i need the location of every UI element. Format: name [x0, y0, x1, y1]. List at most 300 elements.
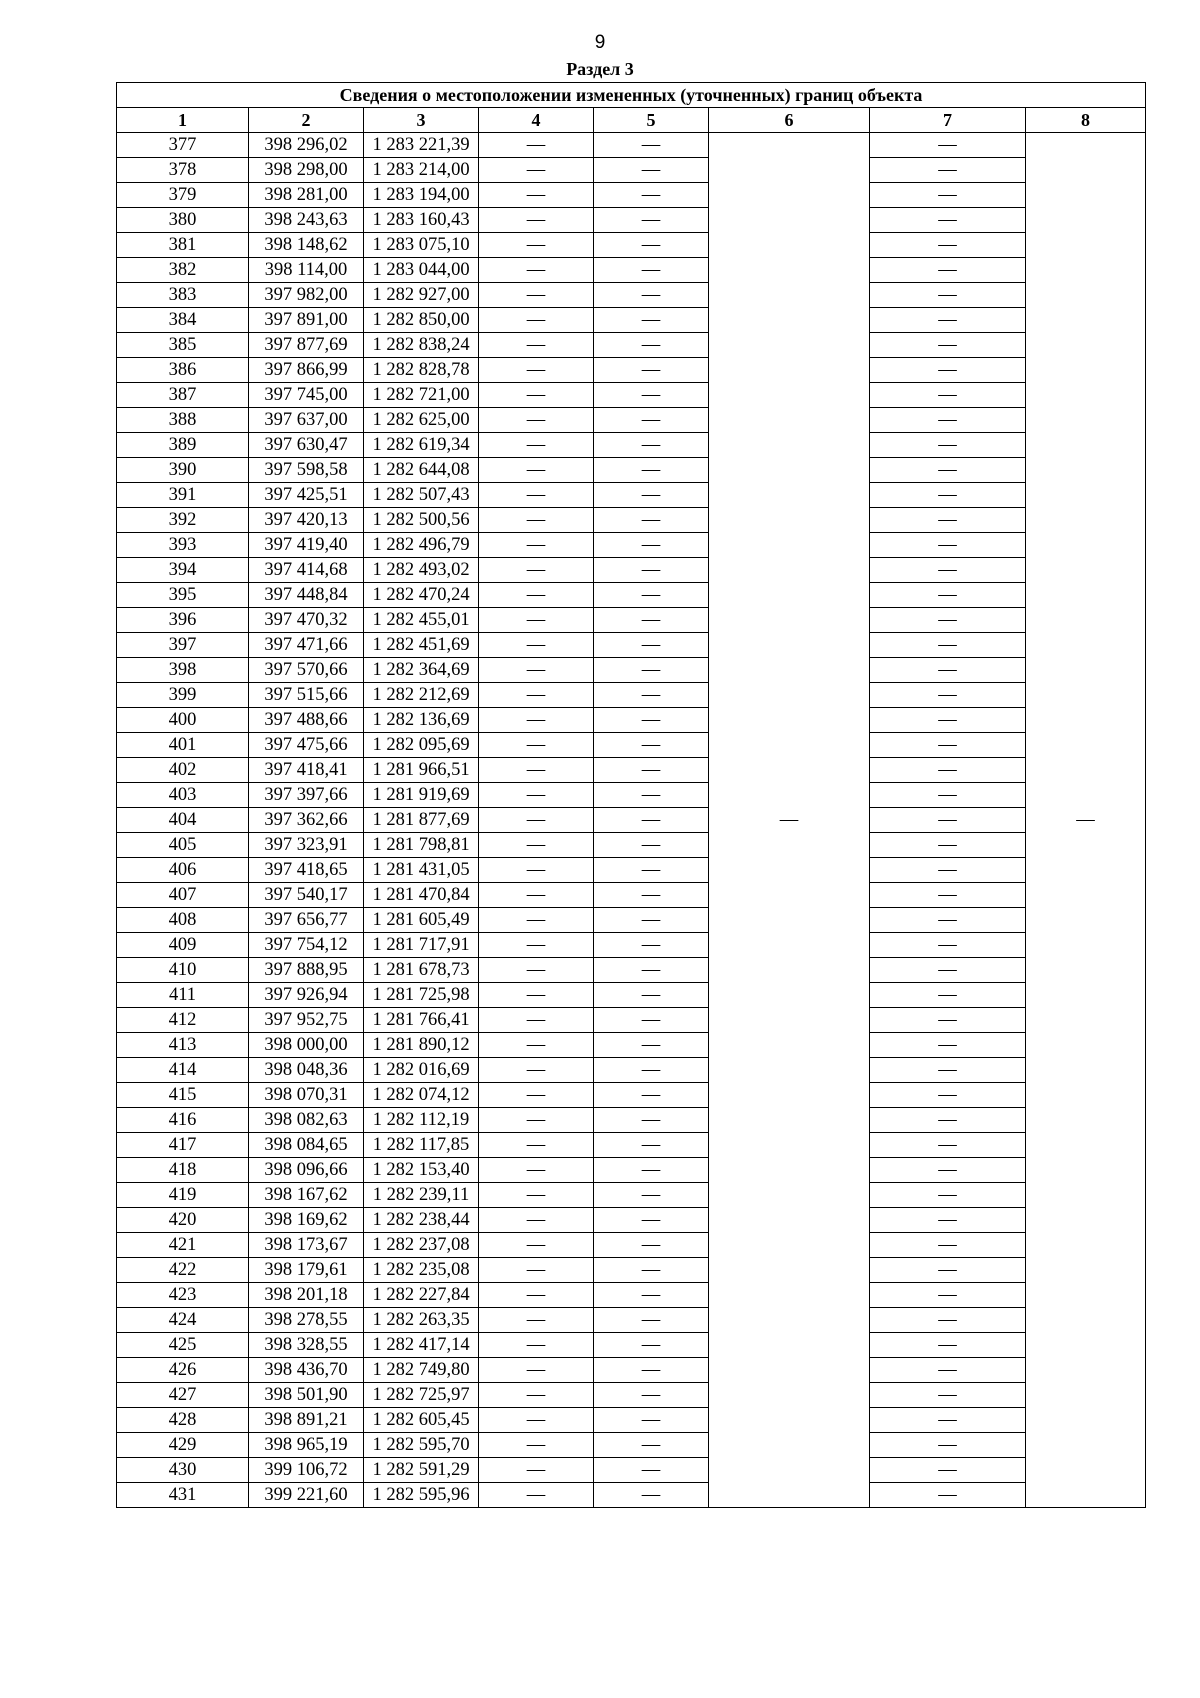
- y-coordinate-cell: 1 282 496,79: [364, 533, 479, 558]
- x-coordinate-cell: 398 296,02: [249, 133, 364, 158]
- column-7-cell: —: [870, 1408, 1026, 1433]
- y-coordinate-cell: 1 283 075,10: [364, 233, 479, 258]
- point-number-cell: 423: [117, 1283, 249, 1308]
- column-6-merged-cell: —: [709, 133, 870, 1508]
- y-coordinate-cell: 1 282 117,85: [364, 1133, 479, 1158]
- column-5-cell: —: [594, 608, 709, 633]
- column-5-cell: —: [594, 733, 709, 758]
- table-row: [117, 183, 1146, 208]
- x-coordinate-cell: 398 082,63: [249, 1108, 364, 1133]
- point-number-cell: 388: [117, 408, 249, 433]
- x-coordinate-cell: 397 982,00: [249, 283, 364, 308]
- column-header: 7: [870, 108, 1026, 133]
- x-coordinate-cell: 399 106,72: [249, 1458, 364, 1483]
- column-5-cell: —: [594, 258, 709, 283]
- column-5-cell: —: [594, 1158, 709, 1183]
- table-row: [117, 1033, 1146, 1058]
- column-7-cell: —: [870, 1458, 1026, 1483]
- y-coordinate-cell: 1 282 619,34: [364, 433, 479, 458]
- y-coordinate-cell: 1 282 095,69: [364, 733, 479, 758]
- column-4-cell: —: [479, 608, 594, 633]
- point-number-cell: 424: [117, 1308, 249, 1333]
- x-coordinate-cell: 398 084,65: [249, 1133, 364, 1158]
- column-5-cell: —: [594, 983, 709, 1008]
- table-row: [117, 1483, 1146, 1508]
- y-coordinate-cell: 1 282 644,08: [364, 458, 479, 483]
- y-coordinate-cell: 1 282 591,29: [364, 1458, 479, 1483]
- column-header: 3: [364, 108, 479, 133]
- column-4-cell: —: [479, 808, 594, 833]
- column-header: 6: [709, 108, 870, 133]
- x-coordinate-cell: 397 754,12: [249, 933, 364, 958]
- x-coordinate-cell: 397 414,68: [249, 558, 364, 583]
- table-row: [117, 1083, 1146, 1108]
- point-number-cell: 382: [117, 258, 249, 283]
- x-coordinate-cell: 397 425,51: [249, 483, 364, 508]
- y-coordinate-cell: 1 283 160,43: [364, 208, 479, 233]
- x-coordinate-cell: 398 281,00: [249, 183, 364, 208]
- y-coordinate-cell: 1 282 364,69: [364, 658, 479, 683]
- point-number-cell: 421: [117, 1233, 249, 1258]
- x-coordinate-cell: 397 471,66: [249, 633, 364, 658]
- point-number-cell: 404: [117, 808, 249, 833]
- column-7-cell: —: [870, 1183, 1026, 1208]
- table-row: [117, 658, 1146, 683]
- point-number-cell: 409: [117, 933, 249, 958]
- column-7-cell: —: [870, 1233, 1026, 1258]
- x-coordinate-cell: 398 436,70: [249, 1358, 364, 1383]
- point-number-cell: 417: [117, 1133, 249, 1158]
- column-4-cell: —: [479, 458, 594, 483]
- column-7-cell: —: [870, 258, 1026, 283]
- y-coordinate-cell: 1 282 838,24: [364, 333, 479, 358]
- column-7-cell: —: [870, 1008, 1026, 1033]
- column-5-cell: —: [594, 1283, 709, 1308]
- column-7-cell: —: [870, 1433, 1026, 1458]
- y-coordinate-cell: 1 282 725,97: [364, 1383, 479, 1408]
- column-4-cell: —: [479, 1208, 594, 1233]
- column-4-cell: —: [479, 433, 594, 458]
- point-number-cell: 387: [117, 383, 249, 408]
- column-4-cell: —: [479, 333, 594, 358]
- table-row: [117, 1208, 1146, 1233]
- y-coordinate-cell: 1 281 877,69: [364, 808, 479, 833]
- column-7-cell: —: [870, 558, 1026, 583]
- point-number-cell: 393: [117, 533, 249, 558]
- column-5-cell: —: [594, 933, 709, 958]
- point-number-cell: 386: [117, 358, 249, 383]
- column-4-cell: —: [479, 1233, 594, 1258]
- x-coordinate-cell: 397 570,66: [249, 658, 364, 683]
- x-coordinate-cell: 397 418,41: [249, 758, 364, 783]
- y-coordinate-cell: 1 282 237,08: [364, 1233, 479, 1258]
- point-number-cell: 384: [117, 308, 249, 333]
- x-coordinate-cell: 398 891,21: [249, 1408, 364, 1433]
- y-coordinate-cell: 1 282 239,11: [364, 1183, 479, 1208]
- column-5-cell: —: [594, 1083, 709, 1108]
- table-row: [117, 383, 1146, 408]
- column-5-cell: —: [594, 1233, 709, 1258]
- column-7-cell: —: [870, 358, 1026, 383]
- column-4-cell: —: [479, 308, 594, 333]
- table-row: [117, 983, 1146, 1008]
- y-coordinate-cell: 1 282 451,69: [364, 633, 479, 658]
- column-4-cell: —: [479, 283, 594, 308]
- point-number-cell: 396: [117, 608, 249, 633]
- column-5-cell: —: [594, 1008, 709, 1033]
- table-row: [117, 1058, 1146, 1083]
- point-number-cell: 378: [117, 158, 249, 183]
- column-4-cell: —: [479, 933, 594, 958]
- x-coordinate-cell: 397 470,32: [249, 608, 364, 633]
- x-coordinate-cell: 397 418,65: [249, 858, 364, 883]
- column-5-cell: —: [594, 508, 709, 533]
- column-5-cell: —: [594, 1058, 709, 1083]
- column-7-cell: —: [870, 883, 1026, 908]
- y-coordinate-cell: 1 282 227,84: [364, 1283, 479, 1308]
- column-5-cell: —: [594, 833, 709, 858]
- x-coordinate-cell: 397 420,13: [249, 508, 364, 533]
- table-row: [117, 258, 1146, 283]
- y-coordinate-cell: 1 282 721,00: [364, 383, 479, 408]
- y-coordinate-cell: 1 283 221,39: [364, 133, 479, 158]
- y-coordinate-cell: 1 281 766,41: [364, 1008, 479, 1033]
- table-row: [117, 1458, 1146, 1483]
- point-number-cell: 391: [117, 483, 249, 508]
- column-7-cell: —: [870, 208, 1026, 233]
- table-row: [117, 283, 1146, 308]
- point-number-cell: 403: [117, 783, 249, 808]
- column-4-cell: —: [479, 1483, 594, 1508]
- y-coordinate-cell: 1 282 625,00: [364, 408, 479, 433]
- column-7-cell: —: [870, 783, 1026, 808]
- column-7-cell: —: [870, 833, 1026, 858]
- table-row: [117, 808, 1146, 833]
- column-7-cell: —: [870, 433, 1026, 458]
- x-coordinate-cell: 397 866,99: [249, 358, 364, 383]
- y-coordinate-cell: 1 282 850,00: [364, 308, 479, 333]
- column-5-cell: —: [594, 1208, 709, 1233]
- point-number-cell: 428: [117, 1408, 249, 1433]
- y-coordinate-cell: 1 281 890,12: [364, 1033, 479, 1058]
- x-coordinate-cell: 397 419,40: [249, 533, 364, 558]
- table-row: [117, 483, 1146, 508]
- table-row: [117, 1233, 1146, 1258]
- y-coordinate-cell: 1 282 595,70: [364, 1433, 479, 1458]
- point-number-cell: 413: [117, 1033, 249, 1058]
- column-5-cell: —: [594, 433, 709, 458]
- column-7-cell: —: [870, 1033, 1026, 1058]
- x-coordinate-cell: 397 515,66: [249, 683, 364, 708]
- column-7-cell: —: [870, 483, 1026, 508]
- column-5-cell: —: [594, 1108, 709, 1133]
- table-row: [117, 1283, 1146, 1308]
- y-coordinate-cell: 1 282 235,08: [364, 1258, 479, 1283]
- table-row: [117, 733, 1146, 758]
- point-number-cell: 406: [117, 858, 249, 883]
- table-row: [117, 1158, 1146, 1183]
- column-4-cell: —: [479, 1283, 594, 1308]
- column-4-cell: —: [479, 1258, 594, 1283]
- x-coordinate-cell: 398 278,55: [249, 1308, 364, 1333]
- column-5-cell: —: [594, 908, 709, 933]
- table-row: [117, 608, 1146, 633]
- table-row: [117, 358, 1146, 383]
- y-coordinate-cell: 1 283 194,00: [364, 183, 479, 208]
- column-header: 5: [594, 108, 709, 133]
- y-coordinate-cell: 1 282 595,96: [364, 1483, 479, 1508]
- x-coordinate-cell: 397 362,66: [249, 808, 364, 833]
- column-4-cell: —: [479, 983, 594, 1008]
- column-7-cell: —: [870, 733, 1026, 758]
- point-number-cell: 395: [117, 583, 249, 608]
- y-coordinate-cell: 1 282 136,69: [364, 708, 479, 733]
- point-number-cell: 414: [117, 1058, 249, 1083]
- column-4-cell: —: [479, 958, 594, 983]
- y-coordinate-cell: 1 282 507,43: [364, 483, 479, 508]
- table-row: [117, 1133, 1146, 1158]
- x-coordinate-cell: 397 475,66: [249, 733, 364, 758]
- column-7-cell: —: [870, 1208, 1026, 1233]
- y-coordinate-cell: 1 281 605,49: [364, 908, 479, 933]
- y-coordinate-cell: 1 282 828,78: [364, 358, 479, 383]
- column-5-cell: —: [594, 883, 709, 908]
- column-4-cell: —: [479, 733, 594, 758]
- y-coordinate-cell: 1 281 919,69: [364, 783, 479, 808]
- point-number-cell: 418: [117, 1158, 249, 1183]
- column-5-cell: —: [594, 458, 709, 483]
- coordinates-table: [116, 82, 1146, 1508]
- point-number-cell: 419: [117, 1183, 249, 1208]
- column-4-cell: —: [479, 1358, 594, 1383]
- point-number-cell: 402: [117, 758, 249, 783]
- column-5-cell: —: [594, 808, 709, 833]
- x-coordinate-cell: 398 298,00: [249, 158, 364, 183]
- point-number-cell: 400: [117, 708, 249, 733]
- point-number-cell: 429: [117, 1433, 249, 1458]
- column-5-cell: —: [594, 1133, 709, 1158]
- column-header: 2: [249, 108, 364, 133]
- x-coordinate-cell: 398 048,36: [249, 1058, 364, 1083]
- x-coordinate-cell: 398 096,66: [249, 1158, 364, 1183]
- column-4-cell: —: [479, 783, 594, 808]
- column-5-cell: —: [594, 633, 709, 658]
- point-number-cell: 379: [117, 183, 249, 208]
- point-number-cell: 397: [117, 633, 249, 658]
- column-4-cell: —: [479, 583, 594, 608]
- y-coordinate-cell: 1 281 678,73: [364, 958, 479, 983]
- x-coordinate-cell: 397 926,94: [249, 983, 364, 1008]
- column-7-cell: —: [870, 458, 1026, 483]
- x-coordinate-cell: 397 952,75: [249, 1008, 364, 1033]
- y-coordinate-cell: 1 282 493,02: [364, 558, 479, 583]
- column-5-cell: —: [594, 783, 709, 808]
- table-row: [117, 1333, 1146, 1358]
- column-5-cell: —: [594, 308, 709, 333]
- point-number-cell: 381: [117, 233, 249, 258]
- table-row: [117, 333, 1146, 358]
- column-7-cell: —: [870, 1258, 1026, 1283]
- y-coordinate-cell: 1 282 749,80: [364, 1358, 479, 1383]
- column-5-cell: —: [594, 483, 709, 508]
- x-coordinate-cell: 397 877,69: [249, 333, 364, 358]
- page-number: 9: [594, 32, 606, 53]
- column-5-cell: —: [594, 1358, 709, 1383]
- table-row: [117, 1183, 1146, 1208]
- section-title: Раздел 3: [566, 59, 634, 79]
- column-4-cell: —: [479, 858, 594, 883]
- column-7-cell: —: [870, 533, 1026, 558]
- point-number-cell: 407: [117, 883, 249, 908]
- table-row: [117, 1383, 1146, 1408]
- column-5-cell: —: [594, 1483, 709, 1508]
- table-row: [117, 458, 1146, 483]
- column-4-cell: —: [479, 208, 594, 233]
- y-coordinate-cell: 1 281 725,98: [364, 983, 479, 1008]
- point-number-cell: 380: [117, 208, 249, 233]
- column-4-cell: —: [479, 1083, 594, 1108]
- table-row: [117, 508, 1146, 533]
- column-4-cell: —: [479, 383, 594, 408]
- table-row: [117, 208, 1146, 233]
- column-4-cell: —: [479, 1408, 594, 1433]
- y-coordinate-cell: 1 281 966,51: [364, 758, 479, 783]
- column-7-cell: —: [870, 583, 1026, 608]
- column-7-cell: —: [870, 958, 1026, 983]
- point-number-cell: 410: [117, 958, 249, 983]
- x-coordinate-cell: 397 745,00: [249, 383, 364, 408]
- point-number-cell: 411: [117, 983, 249, 1008]
- table-row: [117, 708, 1146, 733]
- column-5-cell: —: [594, 1433, 709, 1458]
- column-5-cell: —: [594, 1333, 709, 1358]
- column-7-cell: —: [870, 383, 1026, 408]
- column-7-cell: —: [870, 1383, 1026, 1408]
- column-7-cell: —: [870, 1483, 1026, 1508]
- point-number-cell: 420: [117, 1208, 249, 1233]
- table-row: [117, 233, 1146, 258]
- point-number-cell: 405: [117, 833, 249, 858]
- column-5-cell: —: [594, 233, 709, 258]
- x-coordinate-cell: 398 243,63: [249, 208, 364, 233]
- column-5-cell: —: [594, 683, 709, 708]
- y-coordinate-cell: 1 283 214,00: [364, 158, 479, 183]
- table-row: [117, 758, 1146, 783]
- y-coordinate-cell: 1 282 455,01: [364, 608, 479, 633]
- column-7-cell: —: [870, 283, 1026, 308]
- table-row: [117, 833, 1146, 858]
- x-coordinate-cell: 398 173,67: [249, 1233, 364, 1258]
- point-number-cell: 412: [117, 1008, 249, 1033]
- column-4-cell: —: [479, 908, 594, 933]
- column-5-cell: —: [594, 1033, 709, 1058]
- column-4-cell: —: [479, 483, 594, 508]
- column-7-cell: —: [870, 608, 1026, 633]
- x-coordinate-cell: 398 501,90: [249, 1383, 364, 1408]
- table-row: [117, 583, 1146, 608]
- column-4-cell: —: [479, 1433, 594, 1458]
- column-7-cell: —: [870, 1308, 1026, 1333]
- y-coordinate-cell: 1 283 044,00: [364, 258, 479, 283]
- point-number-cell: 392: [117, 508, 249, 533]
- table-row: [117, 308, 1146, 333]
- x-coordinate-cell: 399 221,60: [249, 1483, 364, 1508]
- point-number-cell: 415: [117, 1083, 249, 1108]
- point-number-cell: 398: [117, 658, 249, 683]
- column-5-cell: —: [594, 333, 709, 358]
- table-row: [117, 958, 1146, 983]
- column-7-cell: —: [870, 1133, 1026, 1158]
- y-coordinate-cell: 1 281 431,05: [364, 858, 479, 883]
- column-4-cell: —: [479, 1058, 594, 1083]
- column-5-cell: —: [594, 283, 709, 308]
- x-coordinate-cell: 397 891,00: [249, 308, 364, 333]
- column-4-cell: —: [479, 408, 594, 433]
- column-7-cell: —: [870, 333, 1026, 358]
- table-row: [117, 1108, 1146, 1133]
- column-8-merged-cell: —: [1026, 133, 1146, 1508]
- column-7-cell: —: [870, 983, 1026, 1008]
- point-number-cell: 401: [117, 733, 249, 758]
- y-coordinate-cell: 1 282 470,24: [364, 583, 479, 608]
- point-number-cell: 426: [117, 1358, 249, 1383]
- column-5-cell: —: [594, 208, 709, 233]
- column-7-cell: —: [870, 1108, 1026, 1133]
- table-row: [117, 783, 1146, 808]
- table-row: [117, 1008, 1146, 1033]
- point-number-cell: 430: [117, 1458, 249, 1483]
- column-header: 1: [117, 108, 249, 133]
- column-4-cell: —: [479, 658, 594, 683]
- y-coordinate-cell: 1 282 927,00: [364, 283, 479, 308]
- column-5-cell: —: [594, 1308, 709, 1333]
- table-row: [117, 408, 1146, 433]
- y-coordinate-cell: 1 282 016,69: [364, 1058, 479, 1083]
- y-coordinate-cell: 1 282 212,69: [364, 683, 479, 708]
- table-row: [117, 908, 1146, 933]
- column-7-cell: —: [870, 308, 1026, 333]
- x-coordinate-cell: 398 000,00: [249, 1033, 364, 1058]
- column-4-cell: —: [479, 1458, 594, 1483]
- column-4-cell: —: [479, 683, 594, 708]
- column-7-cell: —: [870, 633, 1026, 658]
- point-number-cell: 377: [117, 133, 249, 158]
- x-coordinate-cell: 398 114,00: [249, 258, 364, 283]
- x-coordinate-cell: 398 148,62: [249, 233, 364, 258]
- x-coordinate-cell: 397 397,66: [249, 783, 364, 808]
- column-4-cell: —: [479, 258, 594, 283]
- table-row: [117, 683, 1146, 708]
- column-4-cell: —: [479, 833, 594, 858]
- column-7-cell: —: [870, 708, 1026, 733]
- column-7-cell: —: [870, 1358, 1026, 1383]
- x-coordinate-cell: 398 328,55: [249, 1333, 364, 1358]
- y-coordinate-cell: 1 282 263,35: [364, 1308, 479, 1333]
- point-number-cell: 385: [117, 333, 249, 358]
- column-4-cell: —: [479, 533, 594, 558]
- table-caption: Сведения о местоположении измененных (уточненных) границ объекта: [117, 83, 1146, 108]
- column-4-cell: —: [479, 708, 594, 733]
- column-4-cell: —: [479, 133, 594, 158]
- column-5-cell: —: [594, 708, 709, 733]
- column-4-cell: —: [479, 883, 594, 908]
- point-number-cell: 427: [117, 1383, 249, 1408]
- column-7-cell: —: [870, 1283, 1026, 1308]
- column-5-cell: —: [594, 1383, 709, 1408]
- column-5-cell: —: [594, 1183, 709, 1208]
- y-coordinate-cell: 1 282 605,45: [364, 1408, 479, 1433]
- column-5-cell: —: [594, 183, 709, 208]
